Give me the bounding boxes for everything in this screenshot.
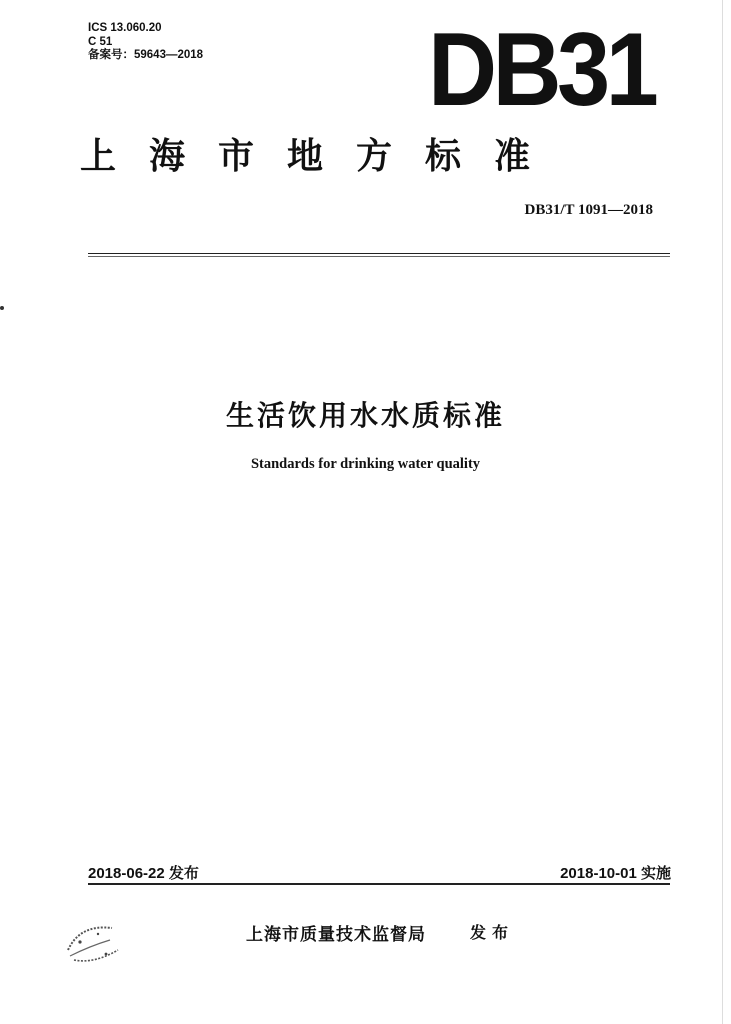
document-title-english: Standards for drinking water quality [250,456,481,472]
page-edge [722,0,723,1024]
filing-number: 备案号：59643—2018 [88,49,204,61]
classification-block [88,22,203,63]
publish-date: 2018-06-22 发布 [88,865,199,882]
effective-date: 2018-10-01 实施 [560,865,671,882]
db31-logo: DB31 [428,12,655,128]
ccs-code: C 51 [88,35,113,48]
watermark-stamp-icon [60,920,130,968]
standard-code: DB31/T 1091—2018 [524,202,653,218]
footer-rule [88,883,670,885]
ics-code: ICS 13.060.20 [88,22,162,34]
header-rule-secondary [88,256,670,257]
issuing-authority: 上海市质量技术监督局 [246,925,426,945]
header-rule [88,253,670,254]
document-title-chinese: 生活饮用水水质标准 [225,399,505,432]
issue-verb: 发布 [470,923,515,942]
standard-category: 上海市地方标准 [80,136,564,177]
scan-speck [0,306,4,310]
